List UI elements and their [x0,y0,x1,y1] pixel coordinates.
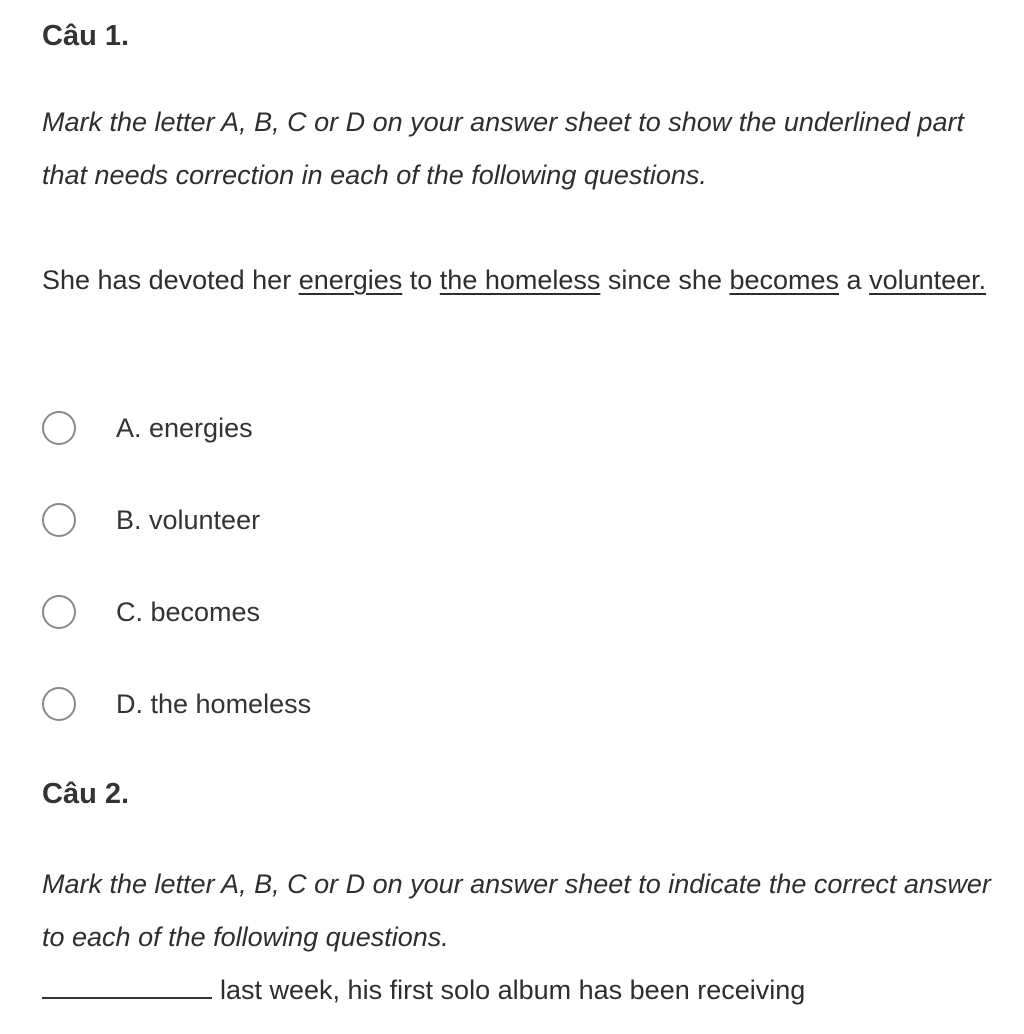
question-2-instructions: Mark the letter A, B, C or D on your answer sheet to indicate the correct answer to each of the following questions. [42,869,991,952]
option-b-label: B. volunteer [116,504,261,535]
stem-text: last week, his first solo album has been receiving [220,975,806,1005]
stem-text: She has devoted her [42,265,299,295]
stem-text: to [402,265,440,295]
radio-button-d[interactable] [42,687,76,721]
option-c[interactable] [42,592,260,632]
option-d-label: D. the homeless [116,688,312,719]
option-b[interactable] [42,500,260,540]
option-d[interactable] [42,684,311,724]
radio-button-c[interactable] [42,595,76,629]
question-1-instructions: Mark the letter A, B, C or D on your answer sheet to show the underlined part that needs correction in each of the following questions. [42,107,964,190]
stem-text: since she [600,265,730,295]
radio-button-b[interactable] [42,503,76,537]
underlined-part-the-homeless: the homeless [439,265,601,295]
question-1-title: Câu 1. [42,20,130,52]
question-2-title: Câu 2. [42,778,130,810]
answer-blank [42,975,212,999]
radio-button-a[interactable] [42,411,76,445]
underlined-part-becomes: becomes [729,265,840,295]
underlined-part-energies: energies [298,265,403,295]
option-c-label: C. becomes [116,596,261,627]
stem-text: a [839,265,870,295]
option-a-label: A. energies [116,412,253,443]
question-2-stem [42,964,1002,1017]
underlined-part-volunteer: volunteer. [869,265,987,295]
question-1-stem [42,254,1002,307]
option-a[interactable] [42,408,253,448]
